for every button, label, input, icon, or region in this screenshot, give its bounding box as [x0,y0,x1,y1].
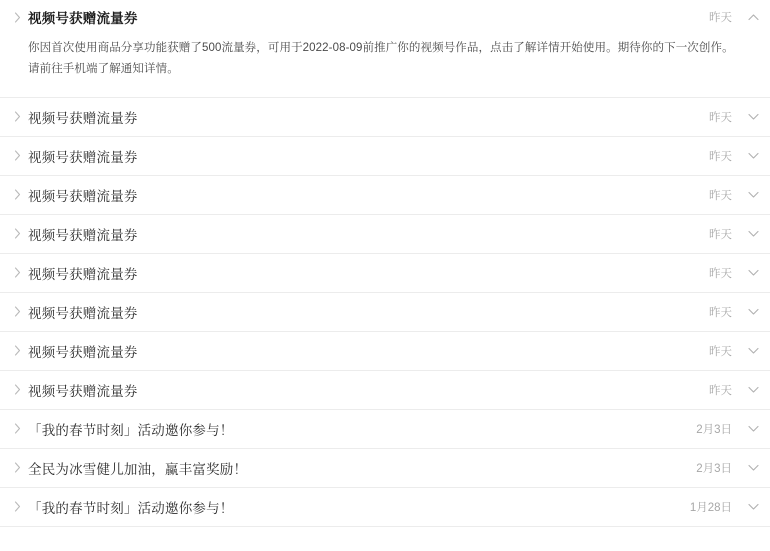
notification-item-7 [0,332,770,371]
chevron-down-icon[interactable] [746,308,760,315]
notification-time: 2月3日 [696,462,732,475]
chevron-right-icon [10,267,24,278]
notification-body-line: 请前往手机端了解通知详情。 [28,63,179,76]
chevron-down-icon[interactable] [746,191,760,198]
notification-item-8 [0,371,770,410]
notification-title: 视频号获赠流量券 [28,305,138,321]
chevron-down-icon[interactable] [746,425,760,432]
chevron-right-icon [10,423,24,434]
chevron-down-icon[interactable] [746,230,760,237]
notification-header[interactable] [0,371,770,409]
notification-time: 昨天 [709,306,732,319]
notification-item-2 [0,137,770,176]
notification-time: 昨天 [709,12,732,24]
notification-header[interactable] [0,137,770,175]
notification-item-3 [0,176,770,215]
notification-title: 全民为冰雪健儿加油，赢丰富奖励！ [28,461,248,477]
chevron-right-icon [10,384,24,395]
notification-header[interactable] [0,215,770,253]
chevron-right-icon [10,501,24,512]
notification-header[interactable] [0,410,770,448]
notification-title: 视频号获赠流量券 [28,110,138,126]
chevron-down-icon[interactable] [746,269,760,276]
notification-item-9 [0,410,770,449]
notification-title: 视频号获赠流量券 [28,149,138,165]
chevron-down-icon[interactable] [746,386,760,393]
chevron-right-icon [10,228,24,239]
notification-body [0,34,770,97]
chevron-right-icon [10,12,24,23]
notification-header[interactable] [0,332,770,370]
notification-title: 视频号获赠流量券 [28,266,138,282]
chevron-right-icon [10,306,24,317]
notification-item-10 [0,449,770,488]
notification-time: 昨天 [709,267,732,280]
chevron-right-icon [10,150,24,161]
notification-header[interactable] [0,98,770,136]
chevron-right-icon [10,345,24,356]
notification-item-4 [0,215,770,254]
notification-item-6 [0,293,770,332]
notification-header[interactable] [0,176,770,214]
notification-item-1 [0,98,770,137]
notification-item-0 [0,0,770,98]
notification-time: 1月28日 [689,501,732,514]
notification-time: 昨天 [709,228,732,241]
notification-body-line: 你因首次使用商品分享功能获赠了500流量券，可用于2022-08-09前推广你的视频号作品，点击了解详情开始使用。期待你的下一次创作。 [28,42,734,54]
notification-title: 「我的春节时刻」活动邀你参与！ [28,422,234,438]
chevron-right-icon [10,189,24,200]
notification-title: 视频号获赠流量券 [28,383,138,399]
chevron-right-icon [10,111,24,122]
notification-time: 昨天 [709,384,732,397]
notification-time: 2月3日 [696,423,732,436]
chevron-down-icon[interactable] [746,152,760,159]
notification-title: 「我的春节时刻」活动邀你参与！ [28,500,234,516]
notification-time: 昨天 [709,189,732,202]
chevron-down-icon[interactable] [746,464,760,471]
notification-item-11 [0,488,770,527]
notification-header[interactable] [0,0,770,34]
notification-header[interactable] [0,449,770,487]
notification-title: 视频号获赠流量券 [28,227,138,243]
chevron-down-icon[interactable] [746,503,760,510]
notification-header[interactable] [0,293,770,331]
chevron-up-icon[interactable] [746,14,760,21]
notification-header[interactable] [0,488,770,526]
notification-title: 视频号获赠流量券 [28,188,138,204]
notification-time: 昨天 [709,150,732,163]
notification-time: 昨天 [709,345,732,358]
chevron-down-icon[interactable] [746,347,760,354]
notification-title: 视频号获赠流量券 [28,344,138,360]
notification-header[interactable] [0,254,770,292]
notification-title: 视频号获赠流量券 [28,11,138,26]
notification-time: 昨天 [709,111,732,124]
chevron-right-icon [10,462,24,473]
chevron-down-icon[interactable] [746,113,760,120]
notification-item-5 [0,254,770,293]
